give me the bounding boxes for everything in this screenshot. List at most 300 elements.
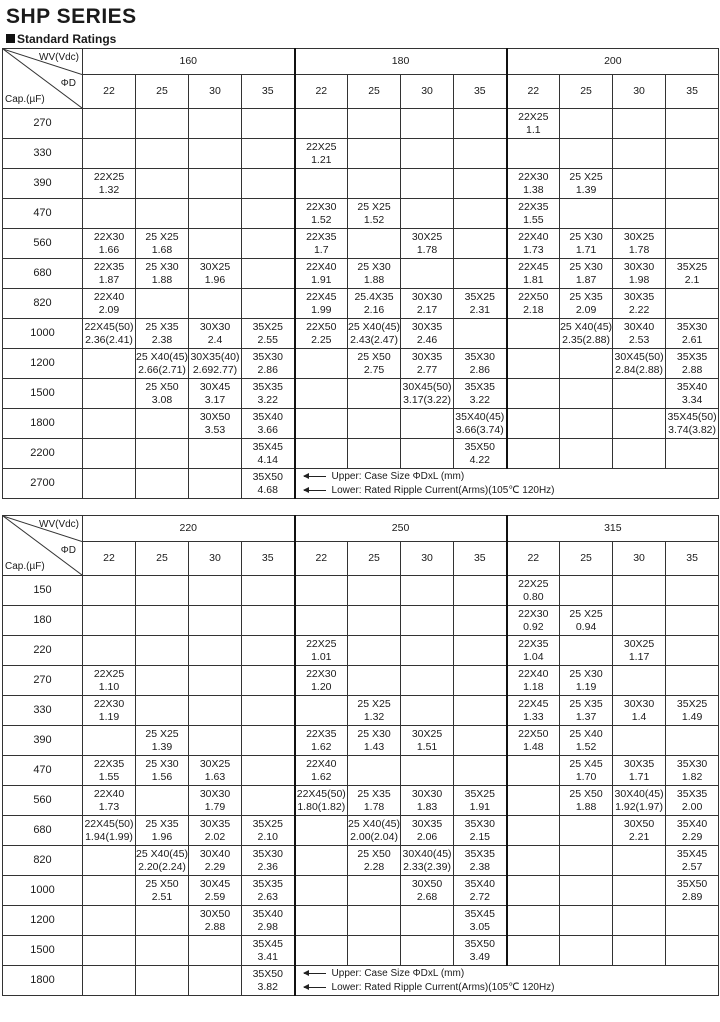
table-row — [3, 349, 719, 379]
rating-cell — [295, 259, 348, 289]
rating-cell — [613, 319, 666, 349]
rating-cell — [560, 636, 613, 666]
case-size: 22X35 — [306, 230, 337, 243]
rating-cell — [666, 846, 719, 876]
rating-cell — [83, 139, 136, 169]
diameter-header: 35 — [666, 75, 719, 109]
rating-cell — [348, 786, 401, 816]
rating-cell — [666, 576, 719, 606]
rating-cell — [401, 199, 454, 229]
rating-cell — [560, 289, 613, 319]
case-size: 25 X35 — [357, 787, 391, 800]
ripple-current: 2.38 — [151, 333, 173, 346]
ripple-current: 2.89 — [681, 890, 703, 903]
rating-cell — [401, 259, 454, 289]
case-size: 25 X25 — [569, 170, 603, 183]
capacitance-cell: 180 — [3, 606, 83, 636]
rating-cell — [401, 229, 454, 259]
rating-cell — [136, 439, 189, 469]
ripple-current: 4.22 — [469, 453, 491, 466]
rating-cell — [189, 606, 242, 636]
table-row — [3, 636, 719, 666]
rating-cell — [666, 756, 719, 786]
rating-cell — [560, 169, 613, 199]
table-row — [3, 139, 719, 169]
ripple-current: 2.35(2.88) — [562, 333, 610, 346]
rating-cell — [242, 846, 295, 876]
rating-cell — [666, 696, 719, 726]
rating-cell — [242, 469, 295, 499]
rating-cell — [242, 636, 295, 666]
case-size: 25 X35 — [569, 290, 603, 303]
rating-cell — [613, 259, 666, 289]
case-size: 22X45 — [518, 697, 549, 710]
case-size: 35X30 — [464, 817, 495, 830]
rating-cell — [613, 139, 666, 169]
rating-cell — [136, 199, 189, 229]
diameter-header: 22 — [295, 542, 348, 576]
rating-cell — [242, 139, 295, 169]
rating-cell — [666, 726, 719, 756]
rating-cell — [507, 289, 560, 319]
rating-cell — [83, 169, 136, 199]
legend-cell — [295, 469, 719, 499]
case-size: 30X25 — [199, 757, 231, 770]
rating-cell — [136, 666, 189, 696]
case-size: 30X40(45) — [402, 847, 452, 860]
rating-cell — [666, 319, 719, 349]
ripple-current: 1.55 — [98, 770, 120, 783]
case-size: 22X30 — [306, 200, 337, 213]
case-size: 22X30 — [518, 607, 549, 620]
rating-cell — [136, 469, 189, 499]
table-row — [3, 319, 719, 349]
ripple-current: 2.75 — [363, 363, 385, 376]
rating-cell — [666, 606, 719, 636]
header-corner-cell — [3, 516, 83, 576]
ripple-current: 2.20(2.24) — [138, 860, 186, 873]
rating-cell — [454, 846, 507, 876]
rating-cell — [348, 936, 401, 966]
rating-cell — [401, 139, 454, 169]
rating-cell — [666, 409, 719, 439]
ripple-current: 2.21 — [628, 830, 650, 843]
legend-upper — [296, 967, 719, 981]
ripple-current: 2.00(2.04) — [350, 830, 398, 843]
ripple-current: 2.59 — [204, 890, 226, 903]
rating-cell — [189, 469, 242, 499]
ripple-current: 4.68 — [257, 483, 278, 496]
table-row — [3, 696, 719, 726]
rating-cell — [613, 289, 666, 319]
diameter-header: 30 — [401, 75, 454, 109]
rating-cell — [189, 349, 242, 379]
rating-cell — [83, 199, 136, 229]
table-row — [3, 576, 719, 606]
rating-cell — [454, 379, 507, 409]
table-row — [3, 259, 719, 289]
ripple-current: 2.16 — [363, 303, 385, 316]
ripple-current: 1.78 — [628, 243, 650, 256]
case-size: 35X25 — [464, 290, 495, 303]
case-size: 35X30 — [252, 847, 283, 860]
rating-cell — [136, 756, 189, 786]
rating-cell — [454, 349, 507, 379]
ripple-current: 2.33(2.39) — [403, 860, 451, 873]
case-size: 25 X25 — [145, 230, 179, 243]
case-size: 35X30 — [676, 757, 708, 770]
rating-cell — [348, 816, 401, 846]
legend-lower — [296, 484, 719, 498]
table-row — [3, 936, 719, 966]
rating-cell — [454, 139, 507, 169]
voltage-header: 315 — [507, 516, 719, 542]
rating-cell — [242, 696, 295, 726]
ripple-current: 2.86 — [257, 363, 278, 376]
ripple-current: 1.21 — [311, 153, 332, 166]
rating-cell — [454, 816, 507, 846]
case-size: 35X45 — [464, 907, 495, 920]
rating-cell — [295, 576, 348, 606]
capacitance-cell: 470 — [3, 199, 83, 229]
ripple-current: 1.32 — [363, 710, 385, 723]
case-size: 22X45 — [306, 290, 337, 303]
rating-cell — [242, 289, 295, 319]
rating-cell — [666, 349, 719, 379]
rating-cell — [507, 846, 560, 876]
rating-cell — [136, 349, 189, 379]
diameter-header: 25 — [136, 75, 189, 109]
case-size: 30X25 — [199, 260, 231, 273]
ripple-current: 1.20 — [311, 680, 332, 693]
rating-cell — [401, 906, 454, 936]
ripple-current: 2.66(2.71) — [138, 363, 186, 376]
rating-cell — [348, 696, 401, 726]
rating-cell — [136, 816, 189, 846]
case-size: 30X35 — [411, 320, 443, 333]
rating-cell — [348, 169, 401, 199]
voltage-header: 180 — [295, 49, 507, 75]
rating-cell — [242, 786, 295, 816]
case-size: 30X35 — [199, 817, 231, 830]
rating-cell — [242, 259, 295, 289]
rating-cell — [560, 319, 613, 349]
rating-cell — [189, 379, 242, 409]
capacitance-cell: 680 — [3, 816, 83, 846]
rating-cell — [401, 439, 454, 469]
rating-cell — [295, 409, 348, 439]
rating-cell — [189, 816, 242, 846]
capacitance-cell: 1200 — [3, 906, 83, 936]
voltage-header: 250 — [295, 516, 507, 542]
legend-lower — [296, 981, 719, 995]
capacitance-cell: 680 — [3, 259, 83, 289]
ripple-current: 2.10 — [257, 830, 278, 843]
ripple-current: 1.80(1.82) — [297, 800, 346, 813]
arrow-left-icon — [304, 987, 326, 988]
case-size: 25 X25 — [569, 607, 603, 620]
case-size: 35X40 — [676, 380, 708, 393]
rating-cell — [295, 379, 348, 409]
rating-cell — [507, 936, 560, 966]
diameter-header: 35 — [666, 542, 719, 576]
diameter-header: 22 — [507, 75, 560, 109]
ripple-current: 1.88 — [363, 273, 385, 286]
ripple-current: 1.51 — [416, 740, 438, 753]
case-size: 25 X30 — [357, 727, 391, 740]
ripple-current: 1.37 — [575, 710, 597, 723]
rating-cell — [507, 906, 560, 936]
rating-cell — [189, 259, 242, 289]
case-size: 30X35 — [411, 817, 443, 830]
rating-cell — [189, 409, 242, 439]
rating-cell — [507, 379, 560, 409]
rating-cell — [507, 876, 560, 906]
ripple-current: 1.78 — [416, 243, 438, 256]
rating-cell — [242, 409, 295, 439]
arrow-left-icon — [304, 490, 326, 491]
rating-cell — [454, 229, 507, 259]
rating-cell — [507, 259, 560, 289]
rating-cell — [454, 696, 507, 726]
rating-cell — [83, 109, 136, 139]
voltage-header: 200 — [507, 49, 719, 75]
ripple-current: 1.71 — [575, 243, 597, 256]
ripple-current: 1.39 — [151, 740, 173, 753]
rating-cell — [136, 936, 189, 966]
rating-cell — [348, 139, 401, 169]
case-size: 25 X40(45) — [348, 817, 400, 830]
rating-cell — [189, 696, 242, 726]
legend-lower-text: Lower: Rated Ripple Current(Arms)(105℃ 120Hz) — [331, 982, 555, 993]
case-size: 22X30 — [93, 230, 125, 243]
case-size: 30X30 — [623, 260, 655, 273]
ripple-current: 3.66(3.74) — [455, 423, 504, 436]
case-size: 22X25 — [306, 637, 337, 650]
capacitance-cell: 270 — [3, 666, 83, 696]
ripple-current: 1.19 — [575, 680, 597, 693]
rating-cell — [136, 576, 189, 606]
rating-cell — [454, 786, 507, 816]
ripple-current: 2.28 — [363, 860, 385, 873]
rating-cell — [242, 169, 295, 199]
voltage-header-row — [3, 49, 719, 75]
ripple-current: 1.94(1.99) — [85, 830, 133, 843]
rating-cell — [401, 876, 454, 906]
rating-cell — [560, 666, 613, 696]
rating-cell — [295, 439, 348, 469]
case-size: 22X25 — [306, 140, 337, 153]
capacitance-cell: 390 — [3, 169, 83, 199]
ripple-current: 1.73 — [98, 800, 120, 813]
rating-cell — [295, 876, 348, 906]
rating-cell — [454, 109, 507, 139]
rating-cell — [666, 169, 719, 199]
ripple-current: 2.22 — [628, 303, 650, 316]
rating-cell — [348, 439, 401, 469]
ripple-current: 1.96 — [204, 273, 226, 286]
rating-cell — [560, 846, 613, 876]
ripple-current: 2.25 — [311, 333, 332, 346]
case-size: 35X50 — [464, 937, 495, 950]
voltage-header: 160 — [83, 49, 295, 75]
rating-cell — [242, 439, 295, 469]
ripple-current: 3.66 — [257, 423, 278, 436]
ripple-current: 1.81 — [523, 273, 544, 286]
rating-cell — [83, 379, 136, 409]
diameter-header: 25 — [136, 542, 189, 576]
case-size: 35X50 — [252, 470, 283, 483]
header-corner-cell — [3, 49, 83, 109]
table-row-last — [3, 469, 719, 499]
case-size: 35X35 — [464, 847, 495, 860]
ripple-current: 2.53 — [628, 333, 650, 346]
ripple-current: 3.17 — [204, 393, 226, 406]
case-size: 35X40(45) — [455, 410, 505, 423]
wv-label: WV(Vdc) — [39, 52, 79, 63]
case-size: 22X50 — [518, 727, 549, 740]
rating-cell — [348, 349, 401, 379]
diameter-header: 35 — [454, 542, 507, 576]
ripple-current: 2.46 — [416, 333, 438, 346]
rating-cell — [136, 409, 189, 439]
ripple-current: 1.99 — [311, 303, 332, 316]
case-size: 30X25 — [623, 230, 655, 243]
ripple-current: 1.04 — [523, 650, 544, 663]
capacitance-cell: 270 — [3, 109, 83, 139]
rating-cell — [666, 666, 719, 696]
rating-cell — [189, 439, 242, 469]
rating-cell — [507, 229, 560, 259]
diameter-header-row — [3, 75, 719, 109]
ripple-current: 1.68 — [151, 243, 173, 256]
diameter-header: 35 — [242, 75, 295, 109]
rating-cell — [613, 109, 666, 139]
legend-cell — [295, 966, 719, 996]
case-size: 35X40 — [252, 410, 283, 423]
ripple-current: 1.82 — [681, 770, 703, 783]
rating-cell — [348, 319, 401, 349]
case-size: 25 X30 — [357, 260, 391, 273]
rating-cell — [295, 906, 348, 936]
rating-cell — [401, 786, 454, 816]
rating-cell — [666, 289, 719, 319]
rating-cell — [189, 846, 242, 876]
rating-cell — [348, 756, 401, 786]
rating-cell — [242, 349, 295, 379]
rating-cell — [136, 906, 189, 936]
rating-cell — [83, 606, 136, 636]
diameter-label: ΦD — [60, 78, 76, 89]
case-size: 30X50 — [411, 877, 443, 890]
case-size: 35X45 — [252, 937, 283, 950]
capacitance-cell: 1800 — [3, 409, 83, 439]
rating-cell — [507, 576, 560, 606]
ripple-current: 2.18 — [523, 303, 544, 316]
rating-cell — [242, 936, 295, 966]
case-size: 35X40 — [252, 907, 283, 920]
case-size: 22X45 — [518, 260, 549, 273]
ripple-current: 2.06 — [416, 830, 438, 843]
rating-cell — [560, 876, 613, 906]
ripple-current: 2.55 — [257, 333, 278, 346]
ripple-current: 1.01 — [311, 650, 332, 663]
rating-cell — [242, 666, 295, 696]
rating-cell — [401, 349, 454, 379]
table-row — [3, 199, 719, 229]
case-size: 22X35 — [306, 727, 337, 740]
rating-cell — [560, 936, 613, 966]
capacitance-cell: 1800 — [3, 966, 83, 996]
table-row — [3, 906, 719, 936]
rating-cell — [136, 139, 189, 169]
rating-cell — [401, 756, 454, 786]
case-size: 22X35 — [93, 260, 125, 273]
ripple-current: 1.17 — [628, 650, 650, 663]
case-size: 22X40 — [93, 787, 125, 800]
rating-cell — [136, 289, 189, 319]
rating-cell — [295, 636, 348, 666]
ripple-current: 1.33 — [523, 710, 544, 723]
ripple-current: 1.1 — [526, 123, 541, 136]
case-size: 35X50 — [464, 440, 495, 453]
case-size: 22X50 — [306, 320, 337, 333]
case-size: 35X25 — [252, 817, 283, 830]
diameter-header: 22 — [83, 542, 136, 576]
case-size: 30X50 — [199, 907, 231, 920]
diameter-header: 30 — [613, 542, 666, 576]
ripple-current: 0.80 — [523, 590, 544, 603]
rating-cell — [242, 576, 295, 606]
case-size: 22X35 — [518, 637, 549, 650]
diameter-header: 30 — [401, 542, 454, 576]
capacitance-cell: 560 — [3, 229, 83, 259]
diameter-header: 22 — [83, 75, 136, 109]
ripple-current: 1.49 — [681, 710, 703, 723]
case-size: 22X25 — [518, 577, 549, 590]
case-size: 22X35 — [93, 757, 125, 770]
rating-cell — [348, 636, 401, 666]
diameter-header-row — [3, 542, 719, 576]
ripple-current: 2.43(2.47) — [350, 333, 398, 346]
rating-cell — [348, 379, 401, 409]
legend-lower-text: Lower: Rated Ripple Current(Arms)(105℃ 120Hz) — [331, 485, 555, 496]
rating-cell — [454, 169, 507, 199]
rating-cell — [295, 199, 348, 229]
rating-cell — [83, 636, 136, 666]
rating-cell — [560, 409, 613, 439]
case-size: 30X45 — [199, 877, 231, 890]
case-size: 25 X50 — [357, 847, 391, 860]
rating-cell — [136, 109, 189, 139]
diameter-header: 22 — [295, 75, 348, 109]
ripple-current: 2.38 — [469, 860, 491, 873]
table-row — [3, 169, 719, 199]
rating-cell — [507, 139, 560, 169]
capacitance-cell: 1500 — [3, 379, 83, 409]
ripple-current: 2.36(2.41) — [85, 333, 133, 346]
case-size: 35X30 — [464, 350, 495, 363]
rating-cell — [666, 229, 719, 259]
case-size: 30X35(40) — [190, 350, 240, 363]
rating-cell — [83, 846, 136, 876]
capacitance-cell: 220 — [3, 636, 83, 666]
rating-cell — [189, 576, 242, 606]
rating-cell — [666, 936, 719, 966]
legend-upper-text: Upper: Case Size ΦDxL (mm) — [331, 471, 465, 482]
case-size: 25 X35 — [145, 320, 179, 333]
ripple-current: 1.63 — [204, 770, 226, 783]
